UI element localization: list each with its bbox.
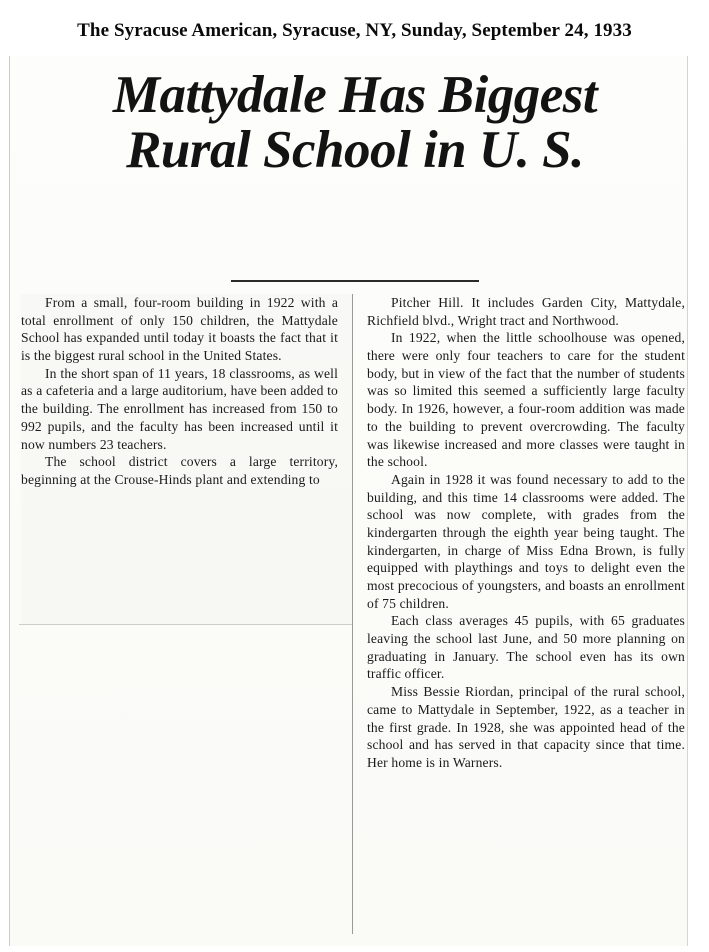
clipping-left-margin (0, 56, 10, 946)
paragraph: Miss Bessie Riordan, principal of the rural school, came to Mattydale in September, 1922, as a teacher in the first grade. In 1928, she was appointed head of the school and has served in that capacity since that time. Her home is in Warners. (367, 684, 685, 770)
clipping-right-margin (687, 56, 702, 946)
article-columns (21, 294, 689, 934)
paragraph: Again in 1928 it was found necessary to add to the building, and this time 14 classrooms were added. The school was now complete, with grades from the kindergarten through the eighth year being taught. The kindergarten, in charge of Miss Edna Brown, is fully equipped with playthings and toys to delight even the most precocious of youngsters, and boasts an enrollment of 75 children. (367, 471, 685, 611)
paragraph: The school district covers a large territory, beginning at the Crouse-Hinds plant and extending to (21, 454, 338, 487)
paragraph: Each class averages 45 pupils, with 65 graduates leaving the school last June, and 50 more planning on graduating in January. The school even has its own traffic officer. (367, 613, 685, 682)
paragraph: From a small, four-room building in 1922 with a total enrollment of only 150 children, the Mattydale School has expanded until today it boasts the fact that it is the biggest rural school in the United States. (21, 295, 338, 364)
article-column-right (353, 294, 685, 934)
article-headline (19, 68, 691, 177)
clipping-body (8, 56, 701, 946)
paragraph: In 1922, when the little schoolhouse was opened, there were only four teachers to care for the student body, but in view of the fact that the number of students was so limited this seemed a sufficiently large faculty body. In 1926, however, a four-room addition was made to the building to prevent overcrowding. The faculty was likewise increased and more classes were taught in the school. (367, 330, 685, 470)
paragraph: Pitcher Hill. It includes Garden City, Mattydale, Richfield blvd., Wright tract and Northwood. (367, 295, 685, 328)
headline-line-1: Mattydale Has Biggest (112, 66, 598, 124)
paragraph: In the short span of 11 years, 18 classrooms, as well as a cafeteria and a large auditorium, have been added to the building. The enrollment has increased from 150 to 992 pupils, and the faculty has been increased until it now numbers 23 teachers. (21, 365, 338, 452)
headline-divider-rule (231, 280, 479, 282)
headline-line-2: Rural School in U. S. (126, 120, 584, 179)
article-column-left (21, 294, 353, 934)
publication-dateline: The Syracuse American, Syracuse, NY, Sunday, September 24, 1933 (77, 20, 632, 41)
